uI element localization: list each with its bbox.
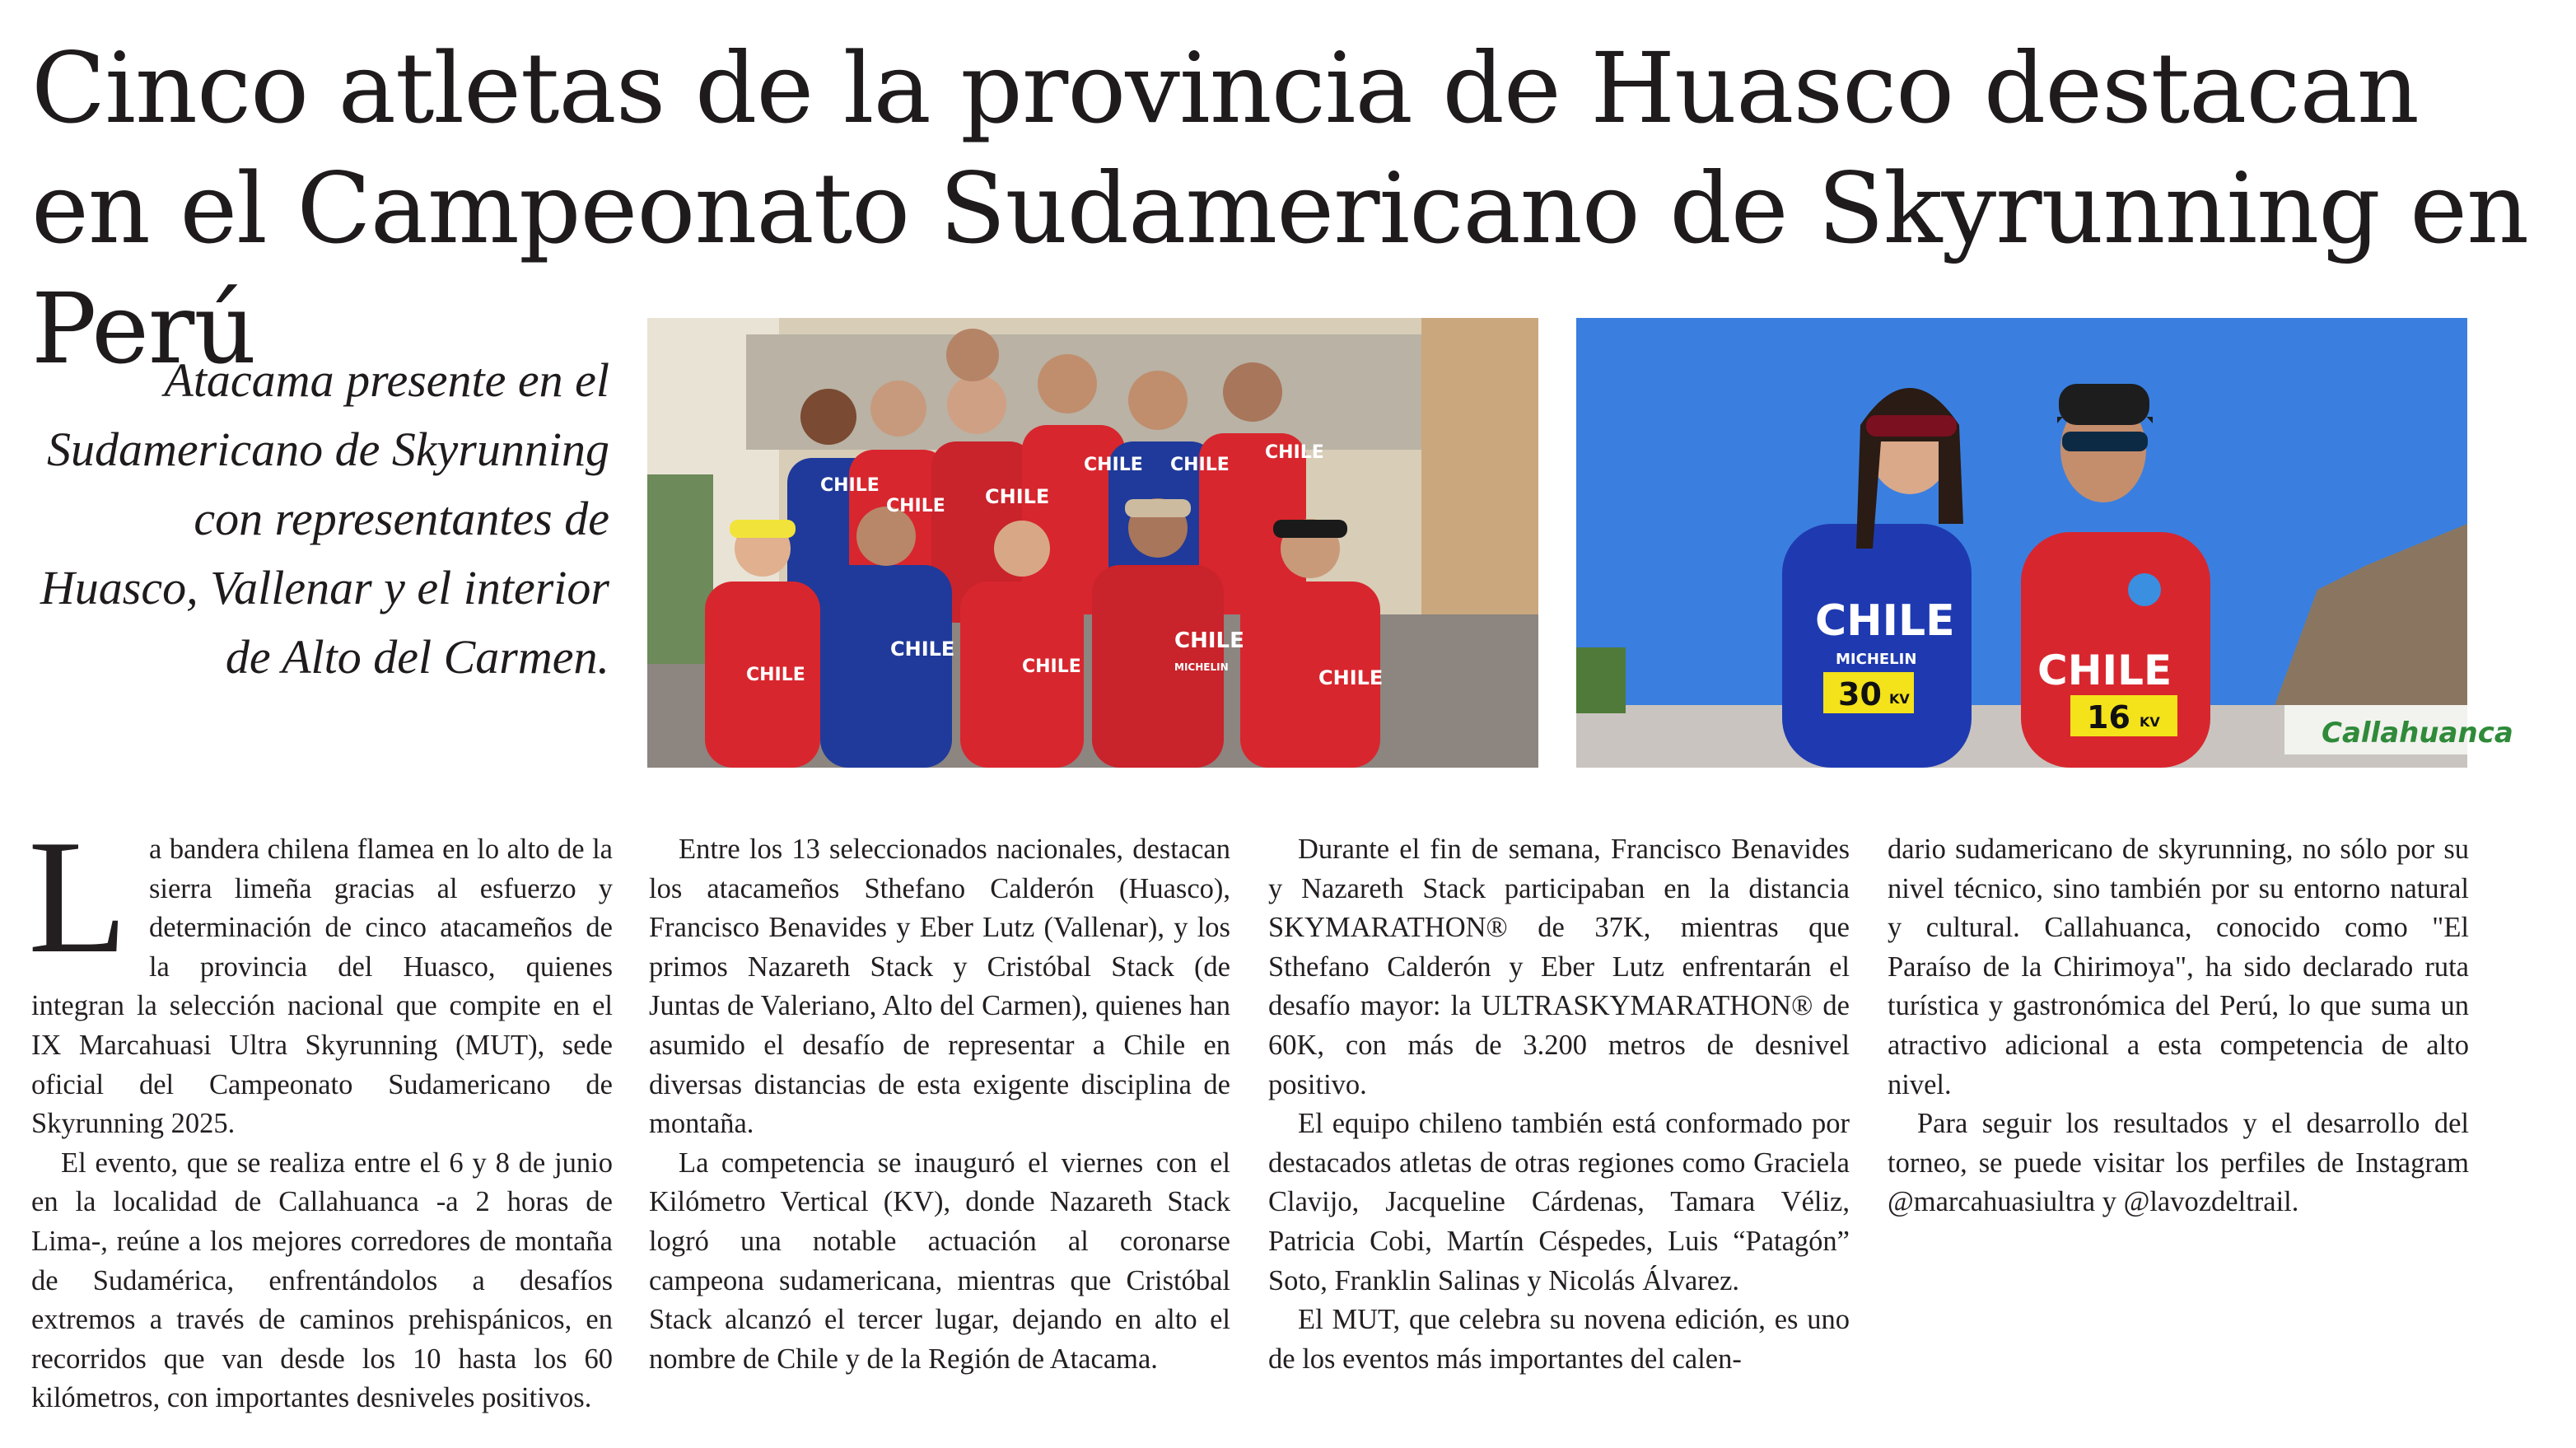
column-1 <box>28 806 613 1418</box>
jacket-label: CHILE <box>985 485 1050 508</box>
bib-kv-left: KV <box>1889 691 1910 707</box>
jersey-label-left: CHILE <box>1815 596 1955 646</box>
jacket-label: CHILE <box>1318 666 1384 689</box>
paragraph: dario sudamericano de skyrunning, no sólo por su nivel técnico, sino también por su entorno natural y cultural. Callahuanca, conocido como "El Paraíso de la Chirimoya", ha sido declarado ruta turística y gastronómica del Perú, lo que suma un atractivo adicional a esta competencia de alto nivel. <box>1888 834 2469 1100</box>
column-4 <box>1888 830 2469 1222</box>
jacket-label: CHILE <box>890 638 955 661</box>
jacket-label: CHILE <box>1084 455 1143 475</box>
jacket-label: CHILE <box>746 665 805 685</box>
paragraph: El equipo chileno también está conformado por destacados atletas de otras regiones como Graciela Clavijo, Jacqueline Cárdenas, Tamara Véliz, Patricia Cobi, Martín Céspedes, Luis “Patagón” Soto, Franklin Salinas y Nicolás Álvarez. <box>1268 1108 1850 1296</box>
paragraph: Para seguir los resultados y el desarrollo del torneo, se puede visitar los perfiles de Instagram @marcahuasiultra y @lavozdeltrail. <box>1888 1108 2469 1218</box>
jacket-label: CHILE <box>1265 442 1324 463</box>
column-2 <box>649 830 1230 1379</box>
jersey-label-right: CHILE <box>2037 647 2172 694</box>
jacket-label: CHILE <box>886 496 945 516</box>
jacket-label: CHILE <box>820 475 880 496</box>
jacket-label: CHILE <box>1170 455 1230 475</box>
paragraph: a bandera chilena flamea en lo alto de la sierra limeña gracias al esfuerzo y determinación de cinco atacameños de la provincia del Huasco, quienes integran la selección nacional que compite en el IX Marcahuasi Ultra Skyrunning (MUT), sede oficial del Campeonato Sudamericano de Skyrunning 2025. <box>31 834 613 1140</box>
subheadline: Atacama presente en el Sudamericano de Skyrunning con representantes de Huasco, Vallenar y el interior de Alto del Carmen. <box>40 353 609 684</box>
callahuanca-sign: Callahuanca <box>2322 717 2513 750</box>
column-3 <box>1268 830 1850 1379</box>
paragraph: El MUT, que celebra su novena edición, es uno de los eventos más importantes del calen- <box>1268 1304 1850 1375</box>
paragraph: Durante el fin de semana, Francisco Benavides y Nazareth Stack participaban en la distancia SKYMARATHON® de 37K, mientras que Sthefano Calderón y Eber Lutz enfrentarán el desafío mayor: la ULTRASKYMARATHON® de 60K, con más de 3.200 metros de desnivel positivo. <box>1268 834 1850 1100</box>
sponsor-label: MICHELIN <box>1174 661 1229 673</box>
bib-number-right: 16 <box>2087 699 2130 736</box>
team-group-photo <box>647 318 1538 768</box>
drop-cap: L <box>28 806 128 987</box>
paragraph: Entre los 13 seleccionados nacionales, destacan los atacameños Sthefano Calderón (Huasco), Francisco Benavides y Eber Lutz (Vallenar), y los primos Nazareth Stack y Cristóbal Stack (de Juntas de Valeriano, Alto del Carmen), quienes han asumido el desafío de representar a Chile en diversas distancias de esta exigente disciplina de montaña. <box>649 834 1230 1140</box>
paragraph: El evento, que se realiza entre el 6 y 8 de junio en la localidad de Callahuanca -a 2 horas de Lima-, reúne a los mejores corredores de montaña de Sudamérica, enfrentándolos a desafíos extremos a través de caminos prehispánicos, en recorridos que van desde los 10 hasta los 60 kilómetros, con importantes desniveles positivos. <box>31 1147 613 1414</box>
headline: Cinco atletas de la provincia de Huasco destacan en el Campeonato Sudamericano de Skyrunning en Perú <box>31 31 2529 385</box>
runners-photo <box>1576 318 2513 768</box>
sponsor-label: MICHELIN <box>1836 651 1917 668</box>
paragraph: La competencia se inauguró el viernes con el Kilómetro Vertical (KV), donde Nazareth Stack logró una notable actuación al coronarse campeona sudamericana, mientras que Cristóbal Stack alcanzó el tercer lugar, dejando en alto el nombre de Chile y de la Región de Atacama. <box>649 1147 1230 1375</box>
jacket-label: CHILE <box>1174 628 1244 653</box>
bib-kv-right: KV <box>2140 714 2160 730</box>
bib-number-left: 30 <box>1838 676 1882 712</box>
jacket-label: CHILE <box>1022 656 1081 677</box>
